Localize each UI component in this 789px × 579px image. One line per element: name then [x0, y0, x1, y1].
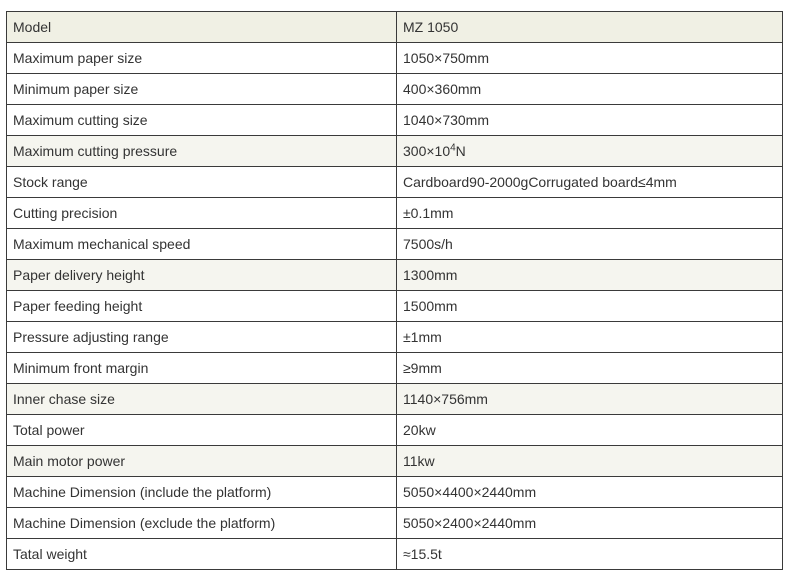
row-value-base: 300×10: [403, 143, 451, 159]
table-row: [7, 43, 783, 74]
table-row: [7, 74, 783, 105]
row-value-suffix: N: [455, 143, 466, 159]
row-label: Maximum paper size: [7, 43, 397, 74]
row-value: ≈15.5t: [397, 539, 783, 570]
row-value: 1500mm: [397, 291, 783, 322]
table-row: [7, 136, 783, 167]
row-value: 5050×2400×2440mm: [397, 508, 783, 539]
header-label: Model: [7, 12, 397, 43]
table-row: [7, 260, 783, 291]
row-label: Stock range: [7, 167, 397, 198]
row-label: Inner chase size: [7, 384, 397, 415]
spec-table: [6, 11, 783, 570]
row-value: 11kw: [397, 446, 783, 477]
table-row: [7, 291, 783, 322]
table-row: [7, 229, 783, 260]
row-value: ±1mm: [397, 322, 783, 353]
table-row: [7, 198, 783, 229]
row-label: Main motor power: [7, 446, 397, 477]
row-label: Maximum cutting size: [7, 105, 397, 136]
table-row: [7, 167, 783, 198]
row-value: ≥9mm: [397, 353, 783, 384]
row-value: ±0.1mm: [397, 198, 783, 229]
table-row: [7, 322, 783, 353]
table-row: [7, 384, 783, 415]
header-value: MZ 1050: [397, 12, 783, 43]
row-value-superscript: 4: [450, 142, 456, 154]
row-label: Paper delivery height: [7, 260, 397, 291]
row-value: 20kw: [397, 415, 783, 446]
row-label: Minimum paper size: [7, 74, 397, 105]
row-label: Maximum mechanical speed: [7, 229, 397, 260]
row-value: 5050×4400×2440mm: [397, 477, 783, 508]
table-row: [7, 477, 783, 508]
row-label: Minimum front margin: [7, 353, 397, 384]
table-row: [7, 508, 783, 539]
row-value: 1040×730mm: [397, 105, 783, 136]
row-value: 7500s/h: [397, 229, 783, 260]
row-label: Machine Dimension (exclude the platform): [7, 508, 397, 539]
row-value: Cardboard90-2000gCorrugated board≤4mm: [397, 167, 783, 198]
row-label: Paper feeding height: [7, 291, 397, 322]
table-row: [7, 353, 783, 384]
row-label: Pressure adjusting range: [7, 322, 397, 353]
table-header-row: [7, 12, 783, 43]
row-value: [397, 136, 783, 167]
table-row: [7, 446, 783, 477]
row-label: Tatal weight: [7, 539, 397, 570]
row-label: Maximum cutting pressure: [7, 136, 397, 167]
row-label: Total power: [7, 415, 397, 446]
row-value: 1300mm: [397, 260, 783, 291]
row-value: 1140×756mm: [397, 384, 783, 415]
row-value: 400×360mm: [397, 74, 783, 105]
table-row: [7, 105, 783, 136]
row-label: Machine Dimension (include the platform): [7, 477, 397, 508]
table-row: [7, 539, 783, 570]
table-row: [7, 415, 783, 446]
row-label: Cutting precision: [7, 198, 397, 229]
row-value: 1050×750mm: [397, 43, 783, 74]
